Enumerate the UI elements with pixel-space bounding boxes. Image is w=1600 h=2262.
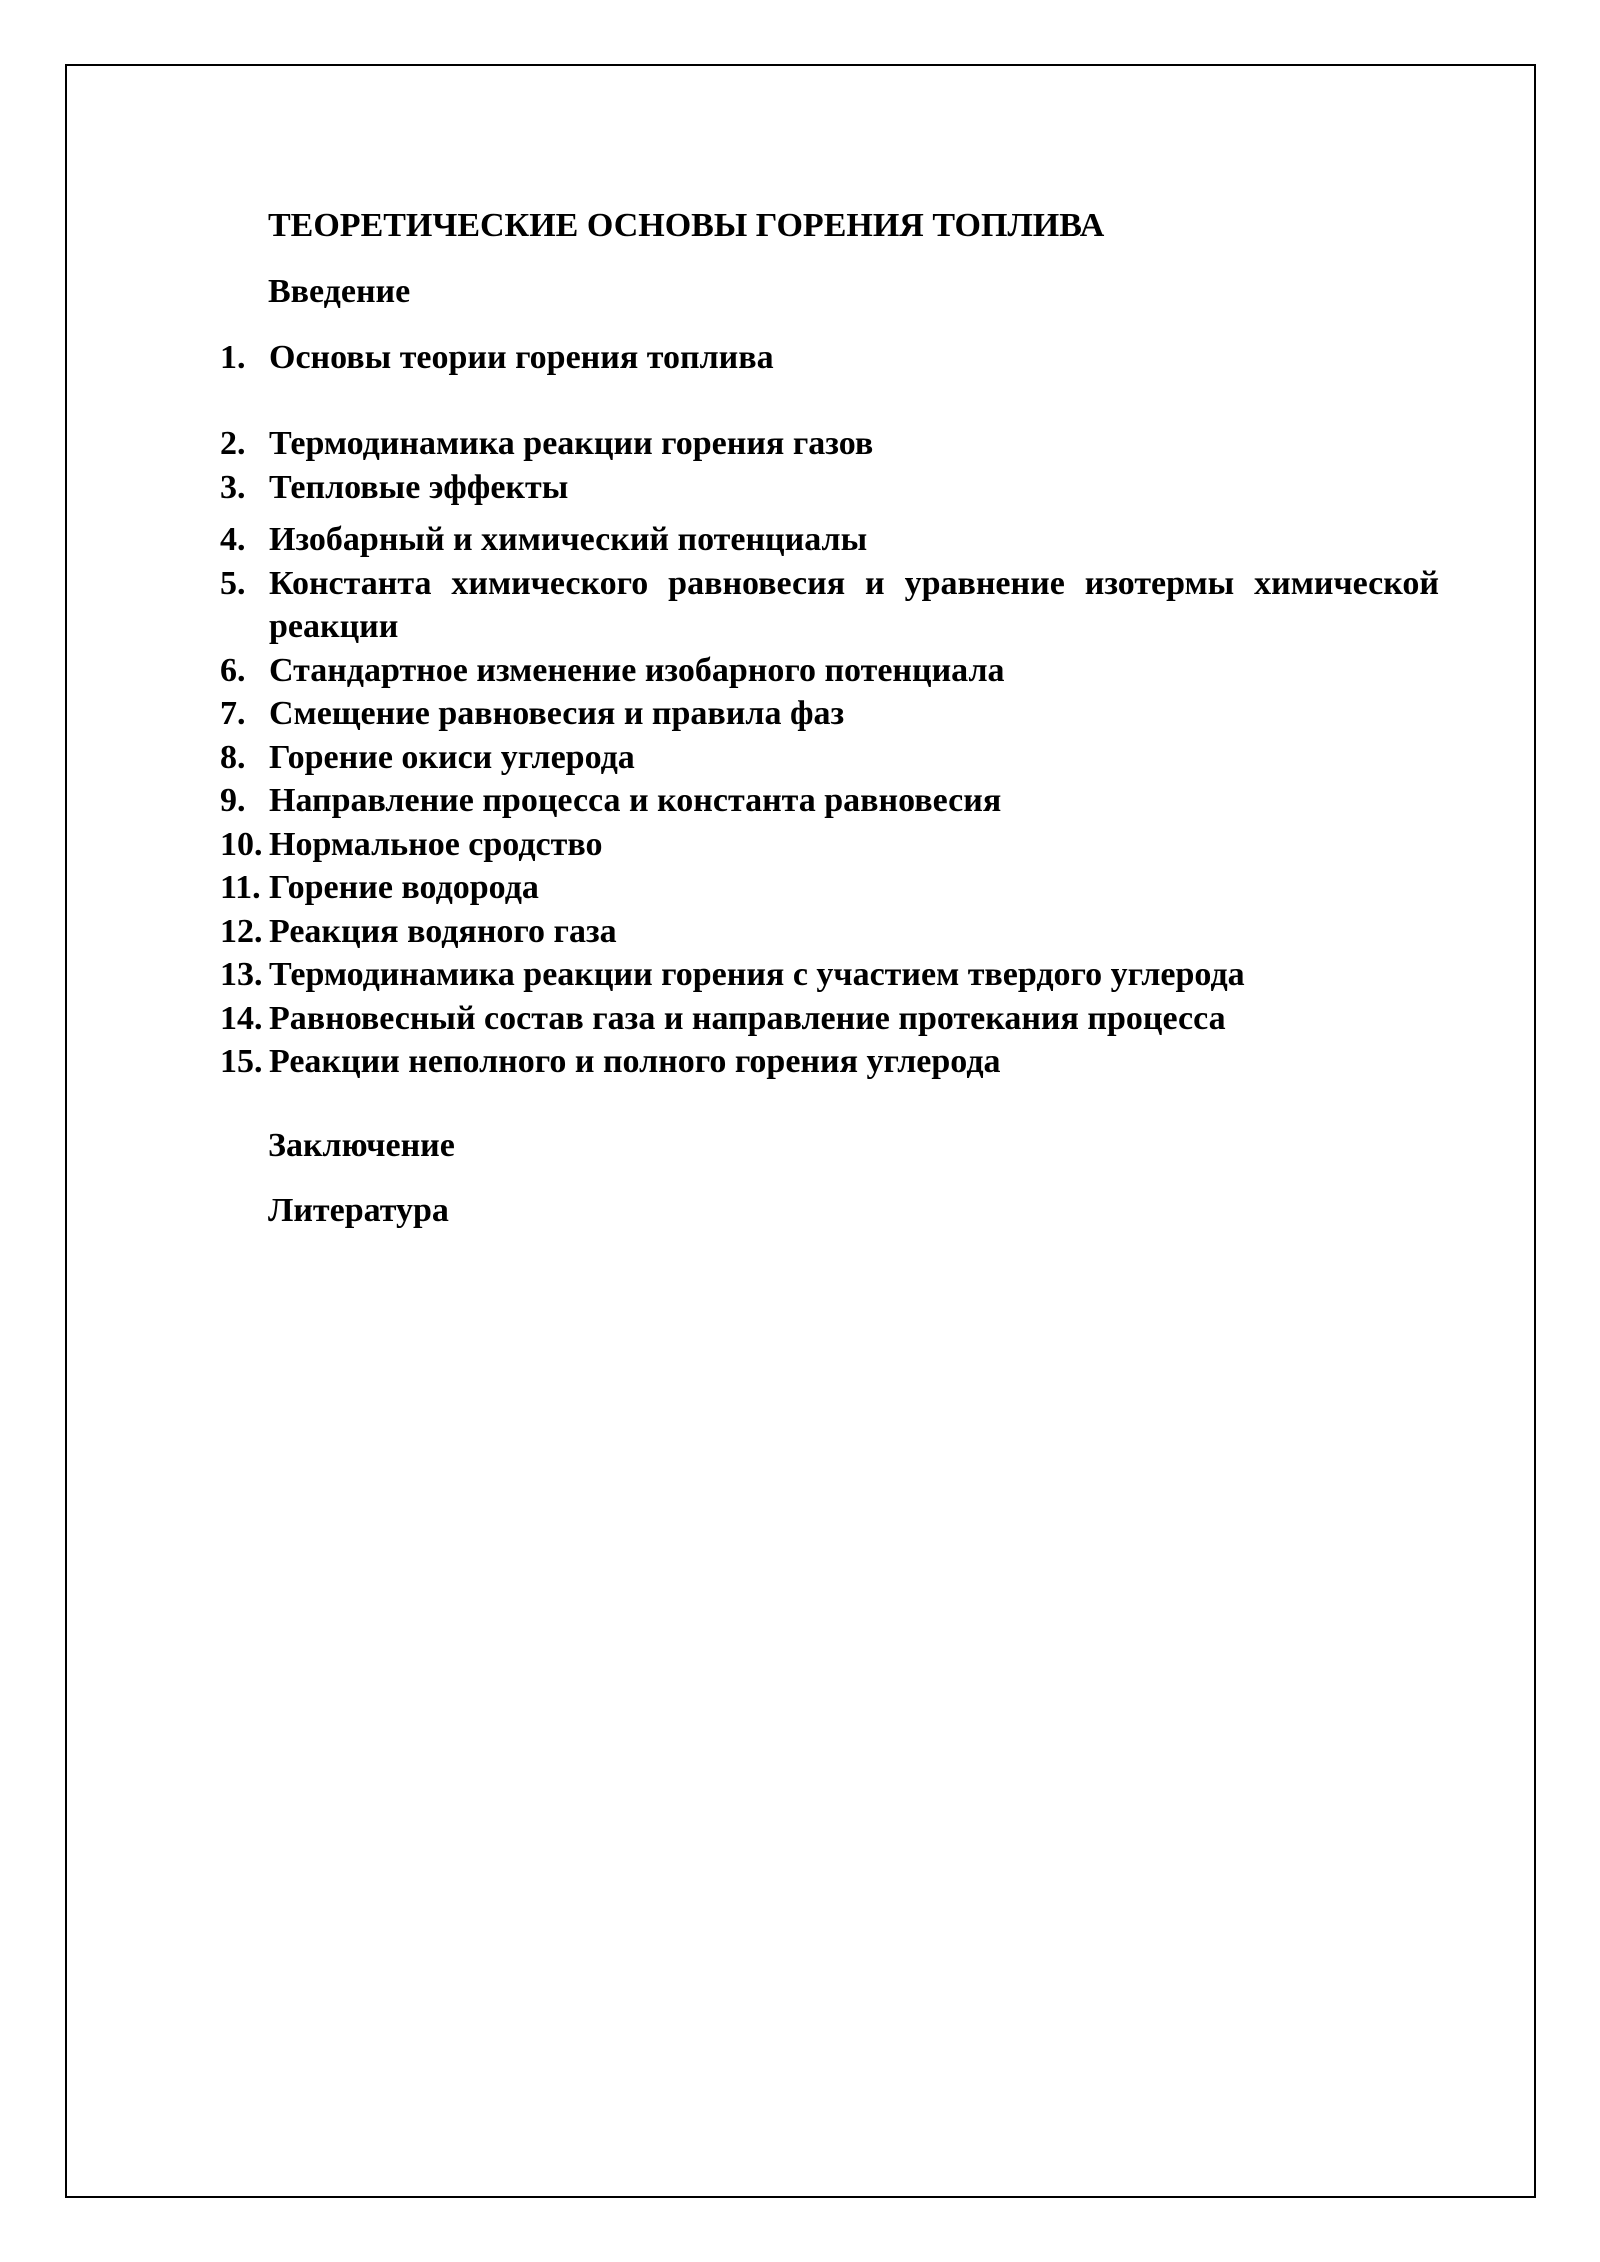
toc-item-number: 13. <box>220 956 263 993</box>
toc-item-number: 1. <box>220 339 246 376</box>
conclusion-heading: Заключение <box>268 1127 455 1164</box>
toc-item-text: Изобарный и химический потенциалы <box>269 521 868 558</box>
toc-item-number: 4. <box>220 521 246 558</box>
toc-item-text: Термодинамика реакции горения с участием твердого углерода <box>269 956 1245 993</box>
toc-item-number: 9. <box>220 782 246 819</box>
toc-item-text: Направление процесса и константа равновесия <box>269 782 1002 819</box>
toc-item-text: Равновесный состав газа и направление протекания процесса <box>269 1000 1226 1037</box>
toc-item-text: Константа химического равновесия и уравнение изотермы химической реакции <box>269 565 1439 645</box>
toc-item-text: Тепловые эффекты <box>269 469 569 506</box>
toc-item-number: 11. <box>220 869 261 906</box>
toc-item-text: Термодинамика реакции горения газов <box>269 425 874 462</box>
toc-item-text: Нормальное сродство <box>269 826 603 863</box>
toc-item-number: 7. <box>220 695 246 732</box>
toc-item-number: 3. <box>220 469 246 506</box>
toc-item-number: 2. <box>220 425 246 462</box>
toc-item-number: 14. <box>220 1000 263 1037</box>
toc-item-text: Основы теории горения топлива <box>269 339 774 376</box>
toc-item-text: Смещение равновесия и правила фаз <box>269 695 845 732</box>
toc-item-text: Стандартное изменение изобарного потенциала <box>269 652 1005 689</box>
toc-item-text: Реакция водяного газа <box>269 913 617 950</box>
literature-heading: Литература <box>268 1192 449 1229</box>
toc-item-number: 10. <box>220 826 263 863</box>
toc-item-text: Горение водорода <box>269 869 539 906</box>
toc-item-number: 12. <box>220 913 263 950</box>
toc-item-number: 15. <box>220 1043 263 1080</box>
document-title: ТЕОРЕТИЧЕСКИЕ ОСНОВЫ ГОРЕНИЯ ТОПЛИВА <box>268 207 1105 244</box>
toc-item-number: 5. <box>220 565 246 602</box>
toc-item-number: 6. <box>220 652 246 689</box>
toc-item-number: 8. <box>220 739 246 776</box>
toc-item-text: Реакции неполного и полного горения углерода <box>269 1043 1001 1080</box>
intro-heading: Введение <box>268 273 411 310</box>
toc-item-text: Горение окиси углерода <box>269 739 635 776</box>
